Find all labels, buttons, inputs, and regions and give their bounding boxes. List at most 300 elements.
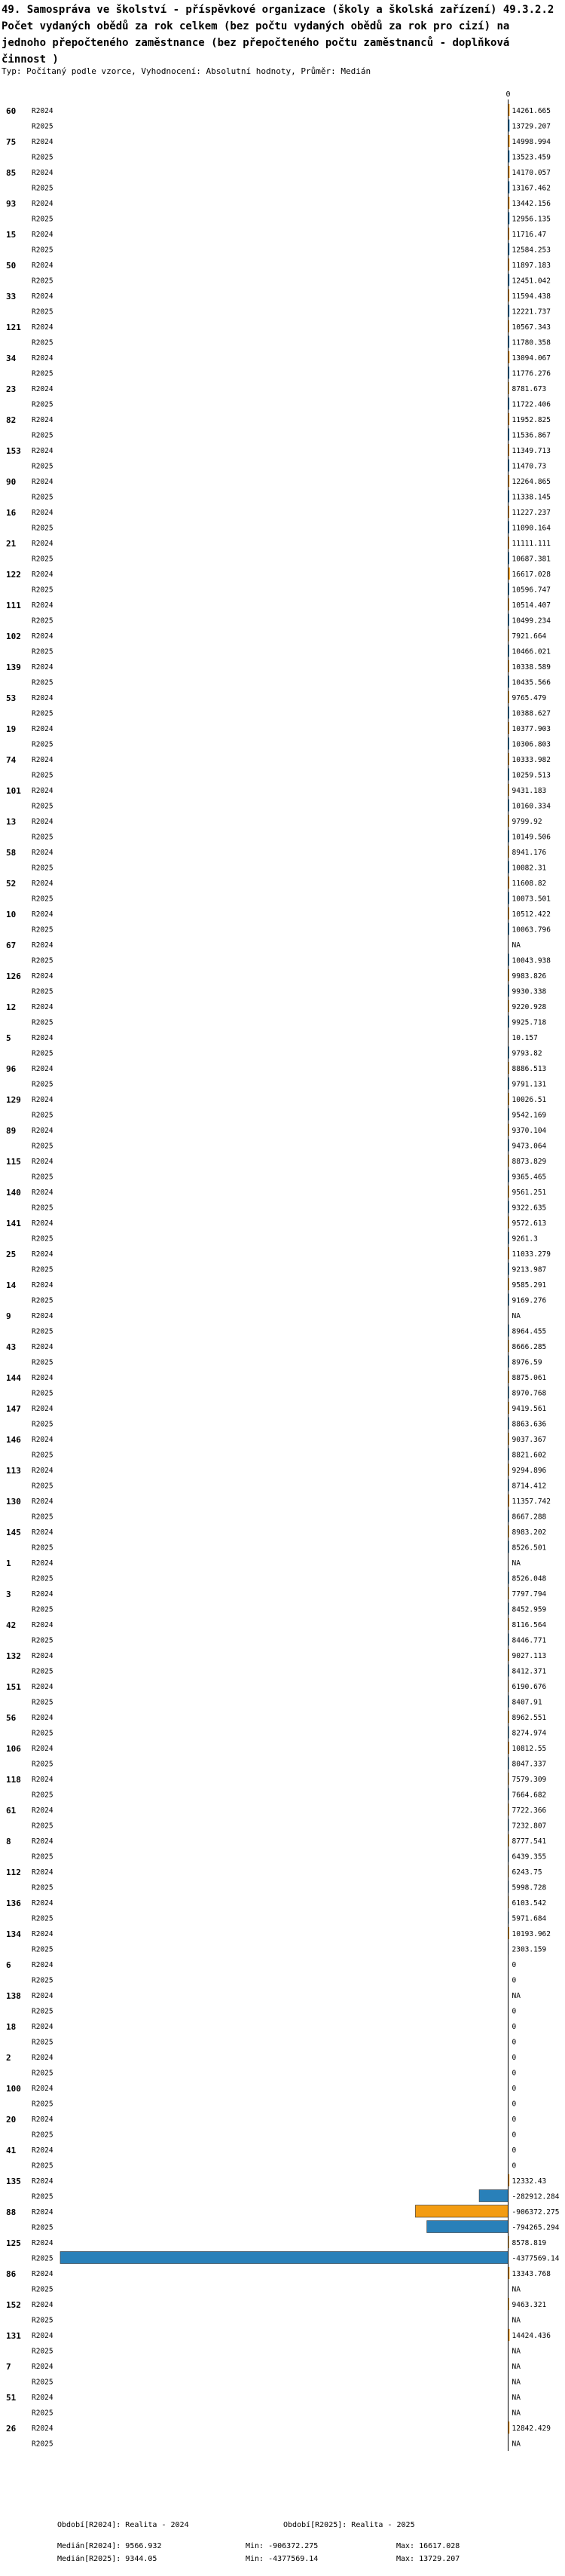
value-label-138-r2025: 0 [512, 2007, 517, 2016]
series-label-42-r2025: R2025 [32, 1636, 53, 1645]
group-label-1: 1 [6, 1559, 11, 1568]
value-label-21-r2024: 11111.111 [512, 540, 551, 548]
value-label-53-r2025: 10388.627 [512, 709, 551, 718]
series-label-20-r2024: R2024 [32, 2116, 53, 2124]
group-label-60: 60 [6, 106, 17, 116]
series-label-34-r2024: R2024 [32, 354, 53, 363]
value-label-20-r2024: 0 [512, 2116, 517, 2124]
series-label-15-r2025: R2025 [32, 246, 53, 255]
value-label-33-r2024: 11594.438 [512, 292, 551, 301]
value-label-101-r2025: 10160.334 [512, 802, 551, 811]
group-label-51: 51 [6, 2393, 17, 2403]
value-label-23-r2025: 11722.406 [512, 400, 551, 409]
value-label-125-r2024: 8578.819 [512, 2239, 547, 2247]
value-label-135-r2025: -282912.284 [512, 2192, 560, 2201]
series-label-146-r2025: R2025 [32, 1451, 53, 1460]
group-label-86: 86 [6, 2269, 17, 2279]
series-label-89-r2025: R2025 [32, 1142, 53, 1151]
series-label-140-r2024: R2024 [32, 1189, 53, 1197]
series-label-1-r2024: R2024 [32, 1559, 53, 1568]
series-label-82-r2025: R2025 [32, 431, 53, 440]
series-label-42-r2024: R2024 [32, 1621, 53, 1629]
value-label-43-r2024: 8666.285 [512, 1343, 547, 1351]
footer-min-r2025: Min: -4377569.14 [246, 2555, 319, 2563]
value-label-132-r2024: 9027.113 [512, 1652, 547, 1660]
value-label-131-r2024: 14424.436 [512, 2332, 551, 2340]
series-label-75-r2025: R2025 [32, 153, 53, 162]
series-label-3-r2025: R2025 [32, 1605, 53, 1614]
value-label-23-r2024: 8781.673 [512, 385, 547, 393]
group-label-131: 131 [6, 2331, 21, 2341]
series-label-112-r2024: R2024 [32, 1868, 53, 1877]
value-label-141-r2025: 9261.3 [512, 1234, 538, 1244]
group-label-88: 88 [6, 2207, 17, 2217]
value-label-75-r2025: 13523.459 [512, 153, 551, 162]
series-label-115-r2025: R2025 [32, 1173, 53, 1182]
series-label-58-r2025: R2025 [32, 864, 53, 873]
series-label-25-r2025: R2025 [32, 1265, 53, 1274]
series-label-74-r2024: R2024 [32, 756, 53, 764]
value-label-60-r2024: 14261.665 [512, 107, 551, 115]
value-label-51-r2024: NA [512, 2394, 521, 2402]
series-label-9-r2025: R2025 [32, 1327, 53, 1336]
value-label-42-r2025: 8446.771 [512, 1636, 547, 1645]
series-label-136-r2025: R2025 [32, 1914, 53, 1923]
value-label-139-r2024: 10338.589 [512, 663, 551, 672]
value-label-106-r2024: 10812.55 [512, 1745, 547, 1753]
value-label-82-r2025: 11536.867 [512, 431, 551, 440]
series-label-3-r2024: R2024 [32, 1590, 53, 1599]
group-label-33: 33 [6, 292, 17, 301]
series-label-147-r2024: R2024 [32, 1405, 53, 1413]
series-label-13-r2025: R2025 [32, 833, 53, 842]
series-label-101-r2025: R2025 [32, 802, 53, 811]
series-label-126-r2025: R2025 [32, 987, 53, 996]
group-label-75: 75 [6, 137, 17, 147]
series-label-144-r2025: R2025 [32, 1389, 53, 1398]
value-label-82-r2024: 11952.825 [512, 416, 551, 424]
series-label-131-r2024: R2024 [32, 2332, 53, 2340]
group-label-61: 61 [6, 1806, 17, 1816]
series-label-6-r2025: R2025 [32, 1976, 53, 1985]
value-label-50-r2024: 11897.183 [512, 262, 551, 270]
series-label-60-r2024: R2024 [32, 107, 53, 115]
bar-135-r2025 [479, 2190, 508, 2202]
series-label-16-r2024: R2024 [32, 509, 53, 517]
series-label-60-r2025: R2025 [32, 122, 53, 131]
series-label-132-r2025: R2025 [32, 1667, 53, 1676]
value-label-34-r2025: 11776.276 [512, 369, 551, 378]
value-label-16-r2025: 11090.164 [512, 524, 551, 533]
group-label-145: 145 [6, 1528, 21, 1537]
value-label-3-r2025: 8452.959 [512, 1605, 547, 1614]
value-label-50-r2025: 12451.042 [512, 277, 551, 286]
group-label-23: 23 [6, 384, 17, 394]
series-label-19-r2025: R2025 [32, 740, 53, 749]
series-label-43-r2024: R2024 [32, 1343, 53, 1351]
value-label-85-r2025: 13167.462 [512, 184, 551, 193]
value-label-122-r2024: 16617.028 [512, 571, 551, 579]
value-label-101-r2024: 9431.183 [512, 787, 547, 795]
group-label-152: 152 [6, 2300, 21, 2310]
series-label-10-r2024: R2024 [32, 910, 53, 919]
value-label-8-r2025: 6439.355 [512, 1852, 547, 1862]
group-label-139: 139 [6, 662, 21, 672]
value-label-18-r2025: 0 [512, 2038, 517, 2047]
series-label-145-r2024: R2024 [32, 1528, 53, 1537]
series-label-130-r2024: R2024 [32, 1498, 53, 1506]
value-label-56-r2024: 8962.551 [512, 1714, 547, 1722]
value-label-85-r2024: 14170.057 [512, 169, 551, 177]
value-label-10-r2024: 10512.422 [512, 910, 551, 919]
value-label-9-r2024: NA [512, 1312, 521, 1320]
series-label-56-r2025: R2025 [32, 1729, 53, 1738]
value-label-1-r2025: 8526.048 [512, 1574, 547, 1583]
series-label-96-r2024: R2024 [32, 1065, 53, 1073]
value-label-56-r2025: 8274.974 [512, 1729, 547, 1738]
value-label-130-r2024: 11357.742 [512, 1498, 551, 1506]
series-label-122-r2024: R2024 [32, 571, 53, 579]
value-label-7-r2024: NA [512, 2363, 521, 2371]
series-label-26-r2025: R2025 [32, 2440, 53, 2449]
series-label-82-r2024: R2024 [32, 416, 53, 424]
series-label-67-r2024: R2024 [32, 941, 53, 950]
value-label-141-r2024: 9572.613 [512, 1219, 547, 1228]
value-label-147-r2025: 8863.636 [512, 1420, 547, 1429]
series-label-130-r2025: R2025 [32, 1513, 53, 1522]
group-label-101: 101 [6, 786, 21, 796]
series-label-61-r2025: R2025 [32, 1822, 53, 1831]
series-label-153-r2024: R2024 [32, 447, 53, 455]
group-label-113: 113 [6, 1466, 21, 1476]
series-label-23-r2025: R2025 [32, 400, 53, 409]
value-label-89-r2025: 9473.064 [512, 1142, 547, 1151]
value-label-19-r2024: 10377.903 [512, 725, 551, 733]
series-label-41-r2025: R2025 [32, 2161, 53, 2171]
value-label-88-r2025: -794265.294 [512, 2223, 560, 2232]
value-label-144-r2025: 8970.768 [512, 1389, 547, 1398]
value-label-113-r2024: 9294.896 [512, 1467, 547, 1475]
series-label-67-r2025: R2025 [32, 956, 53, 965]
value-label-89-r2024: 9370.104 [512, 1127, 547, 1135]
series-label-135-r2024: R2024 [32, 2177, 53, 2186]
value-label-112-r2025: 5998.728 [512, 1883, 547, 1892]
value-label-90-r2024: 12264.865 [512, 478, 551, 486]
series-label-111-r2024: R2024 [32, 601, 53, 610]
value-label-74-r2025: 10259.513 [512, 771, 551, 780]
series-label-23-r2024: R2024 [32, 385, 53, 393]
axis-zero-label: 0 [505, 90, 511, 99]
group-label-53: 53 [6, 693, 17, 703]
value-label-13-r2025: 10149.506 [512, 833, 551, 842]
value-label-2-r2024: 0 [512, 2054, 517, 2062]
series-label-85-r2024: R2024 [32, 169, 53, 177]
value-label-153-r2024: 11349.713 [512, 447, 551, 455]
series-label-141-r2025: R2025 [32, 1234, 53, 1244]
value-label-129-r2025: 9542.169 [512, 1111, 547, 1120]
bar-88-r2024 [415, 2205, 508, 2217]
value-label-1-r2024: NA [512, 1559, 521, 1568]
group-label-121: 121 [6, 323, 21, 332]
group-label-126: 126 [6, 971, 21, 981]
group-label-115: 115 [6, 1157, 21, 1167]
series-label-138-r2024: R2024 [32, 1992, 53, 2000]
value-label-7-r2025: NA [512, 2378, 521, 2387]
series-label-19-r2024: R2024 [32, 725, 53, 733]
series-label-7-r2025: R2025 [32, 2378, 53, 2387]
series-label-51-r2025: R2025 [32, 2409, 53, 2418]
bar-125-r2025 [60, 2252, 508, 2264]
series-label-41-r2024: R2024 [32, 2146, 53, 2155]
value-label-13-r2024: 9799.92 [512, 818, 542, 826]
series-label-88-r2024: R2024 [32, 2208, 53, 2217]
series-label-111-r2025: R2025 [32, 616, 53, 626]
series-label-112-r2025: R2025 [32, 1883, 53, 1892]
group-label-12: 12 [6, 1002, 17, 1012]
value-label-134-r2025: 2303.159 [512, 1945, 547, 1954]
series-label-58-r2024: R2024 [32, 849, 53, 857]
group-label-5: 5 [6, 1033, 11, 1043]
series-label-50-r2024: R2024 [32, 262, 53, 270]
series-label-5-r2025: R2025 [32, 1049, 53, 1058]
group-label-56: 56 [6, 1713, 17, 1723]
series-label-43-r2025: R2025 [32, 1358, 53, 1367]
series-label-139-r2024: R2024 [32, 663, 53, 672]
value-label-125-r2025: -4377569.14 [512, 2254, 560, 2263]
series-label-16-r2025: R2025 [32, 524, 53, 533]
value-label-88-r2024: -906372.275 [512, 2208, 560, 2217]
series-label-56-r2024: R2024 [32, 1714, 53, 1722]
bar-88-r2025 [427, 2221, 508, 2233]
series-label-53-r2024: R2024 [32, 694, 53, 702]
value-label-14-r2025: 9169.276 [512, 1296, 547, 1305]
series-label-85-r2025: R2025 [32, 184, 53, 193]
series-label-140-r2025: R2025 [32, 1204, 53, 1213]
series-label-8-r2024: R2024 [32, 1837, 53, 1846]
value-label-126-r2025: 9930.338 [512, 987, 547, 996]
series-label-93-r2025: R2025 [32, 215, 53, 224]
series-label-50-r2025: R2025 [32, 277, 53, 286]
group-label-42: 42 [6, 1620, 17, 1630]
value-label-146-r2024: 9037.367 [512, 1436, 547, 1444]
footer-max-r2024: Max: 16617.028 [396, 2542, 460, 2550]
series-label-14-r2024: R2024 [32, 1281, 53, 1290]
series-label-126-r2024: R2024 [32, 972, 53, 981]
series-label-75-r2024: R2024 [32, 138, 53, 146]
value-label-115-r2025: 9365.465 [512, 1173, 547, 1182]
series-label-125-r2025: R2025 [32, 2254, 53, 2263]
series-label-21-r2024: R2024 [32, 540, 53, 548]
group-label-74: 74 [6, 755, 17, 765]
footer-period-r2025: Období[R2025]: Realita - 2025 [283, 2521, 415, 2529]
value-label-12-r2024: 9220.928 [512, 1003, 547, 1011]
value-label-138-r2024: NA [512, 1992, 521, 2000]
series-label-134-r2025: R2025 [32, 1945, 53, 1954]
series-label-9-r2024: R2024 [32, 1312, 53, 1320]
group-label-20: 20 [6, 2115, 17, 2125]
series-label-118-r2024: R2024 [32, 1776, 53, 1784]
value-label-5-r2025: 9793.82 [512, 1049, 542, 1058]
series-label-6-r2024: R2024 [32, 1961, 53, 1969]
group-label-125: 125 [6, 2238, 21, 2248]
group-label-89: 89 [6, 1126, 17, 1136]
value-label-151-r2024: 6190.676 [512, 1683, 547, 1691]
value-label-58-r2025: 10082.31 [512, 864, 547, 873]
group-label-52: 52 [6, 879, 17, 889]
series-label-18-r2025: R2025 [32, 2038, 53, 2047]
series-label-106-r2024: R2024 [32, 1745, 53, 1753]
value-label-122-r2025: 10596.747 [512, 586, 551, 595]
group-label-21: 21 [6, 539, 17, 549]
footer-min-r2024: Min: -906372.275 [246, 2542, 319, 2550]
group-label-13: 13 [6, 817, 17, 827]
value-label-152-r2025: NA [512, 2316, 521, 2325]
series-label-131-r2025: R2025 [32, 2347, 53, 2356]
value-label-139-r2025: 10435.566 [512, 678, 551, 687]
group-label-90: 90 [6, 477, 17, 487]
value-label-15-r2025: 12584.253 [512, 246, 551, 255]
value-label-118-r2024: 7579.309 [512, 1776, 547, 1784]
series-label-34-r2025: R2025 [32, 369, 53, 378]
value-label-121-r2024: 10567.343 [512, 323, 551, 332]
group-label-112: 112 [6, 1868, 21, 1877]
value-label-61-r2025: 7232.807 [512, 1822, 547, 1831]
value-label-86-r2025: NA [512, 2285, 521, 2294]
value-label-113-r2025: 8714.412 [512, 1482, 547, 1491]
value-label-144-r2024: 8875.061 [512, 1374, 547, 1382]
value-label-2-r2025: 0 [512, 2069, 517, 2078]
value-label-152-r2024: 9463.321 [512, 2301, 547, 2309]
series-label-20-r2025: R2025 [32, 2131, 53, 2140]
series-label-25-r2024: R2024 [32, 1250, 53, 1259]
series-label-53-r2025: R2025 [32, 709, 53, 718]
group-label-43: 43 [6, 1342, 17, 1352]
series-label-121-r2024: R2024 [32, 323, 53, 332]
value-label-9-r2025: 8964.455 [512, 1327, 547, 1336]
series-label-90-r2024: R2024 [32, 478, 53, 486]
group-label-67: 67 [6, 941, 17, 950]
value-label-25-r2025: 9213.987 [512, 1265, 547, 1274]
series-label-12-r2024: R2024 [32, 1003, 53, 1011]
group-label-19: 19 [6, 724, 17, 734]
group-label-136: 136 [6, 1898, 21, 1908]
group-label-153: 153 [6, 446, 21, 456]
series-label-136-r2024: R2024 [32, 1899, 53, 1908]
series-label-139-r2025: R2025 [32, 678, 53, 687]
series-label-96-r2025: R2025 [32, 1080, 53, 1089]
group-label-58: 58 [6, 848, 17, 858]
footer-median-r2024: Medián[R2024]: 9566.932 [57, 2542, 162, 2550]
series-label-52-r2024: R2024 [32, 880, 53, 888]
value-label-52-r2024: 11608.82 [512, 880, 547, 888]
value-label-129-r2024: 10026.51 [512, 1096, 547, 1104]
value-label-43-r2025: 8976.59 [512, 1358, 542, 1367]
series-label-144-r2024: R2024 [32, 1374, 53, 1382]
value-label-145-r2024: 8983.202 [512, 1528, 547, 1537]
value-label-67-r2024: NA [512, 941, 521, 950]
series-label-93-r2024: R2024 [32, 200, 53, 208]
value-label-106-r2025: 8047.337 [512, 1760, 547, 1769]
value-label-153-r2025: 11470.73 [512, 462, 547, 471]
group-label-144: 144 [6, 1373, 21, 1383]
footer-max-r2025: Max: 13729.207 [396, 2555, 460, 2563]
group-label-41: 41 [6, 2146, 17, 2155]
series-label-122-r2025: R2025 [32, 586, 53, 595]
value-label-93-r2025: 12956.135 [512, 215, 551, 224]
value-label-135-r2024: 12332.43 [512, 2177, 547, 2186]
series-label-146-r2024: R2024 [32, 1436, 53, 1444]
chart-title: 49. Samospráva ve školství - příspěvkové organizace (školy a školská zařízení) 49.3.2.2 Počet vydaných obědů za rok celkem (bez počtu vydaných obědů za rok pro cizí) na jednoho přepočteného zaměstnance (bez přepočteného počtu zaměstnanců - doplňková činnost ) [2, 4, 560, 66]
series-label-74-r2025: R2025 [32, 771, 53, 780]
footer-median-r2025: Medián[R2025]: 9344.05 [57, 2555, 157, 2563]
value-label-136-r2024: 6103.542 [512, 1899, 547, 1908]
series-label-141-r2024: R2024 [32, 1219, 53, 1228]
value-label-151-r2025: 8407.91 [512, 1698, 542, 1707]
value-label-6-r2025: 0 [512, 1976, 517, 1985]
series-label-138-r2025: R2025 [32, 2007, 53, 2016]
series-label-2-r2024: R2024 [32, 2054, 53, 2062]
group-label-122: 122 [6, 570, 21, 580]
chart-subtitle: Typ: Počítaný podle vzorce, Vyhodnocení: Absolutní hodnoty, Průměr: Medián [2, 66, 371, 76]
series-label-26-r2024: R2024 [32, 2425, 53, 2433]
value-label-146-r2025: 8821.602 [512, 1451, 547, 1460]
value-label-118-r2025: 7664.682 [512, 1791, 547, 1800]
value-label-61-r2024: 7722.366 [512, 1807, 547, 1815]
value-label-130-r2025: 8667.288 [512, 1513, 547, 1522]
value-label-67-r2025: 10043.938 [512, 956, 551, 965]
value-label-26-r2024: 12842.429 [512, 2425, 551, 2433]
value-label-131-r2025: NA [512, 2347, 521, 2356]
group-label-147: 147 [6, 1404, 21, 1414]
group-label-130: 130 [6, 1497, 21, 1507]
series-label-2-r2025: R2025 [32, 2069, 53, 2078]
value-label-3-r2024: 7797.794 [512, 1590, 547, 1599]
series-label-1-r2025: R2025 [32, 1574, 53, 1583]
series-label-152-r2024: R2024 [32, 2301, 53, 2309]
series-label-21-r2025: R2025 [32, 555, 53, 564]
group-label-93: 93 [6, 199, 17, 209]
value-label-75-r2024: 14998.994 [512, 138, 551, 146]
group-label-111: 111 [6, 601, 21, 610]
series-label-7-r2024: R2024 [32, 2363, 53, 2371]
value-label-102-r2025: 10466.021 [512, 647, 551, 656]
value-label-14-r2024: 9585.291 [512, 1281, 547, 1290]
value-label-16-r2024: 11227.237 [512, 509, 551, 517]
value-label-33-r2025: 12221.737 [512, 307, 551, 317]
series-label-134-r2024: R2024 [32, 1930, 53, 1938]
value-label-21-r2025: 10687.381 [512, 555, 551, 564]
value-label-15-r2024: 11716.47 [512, 231, 547, 239]
group-label-141: 141 [6, 1219, 21, 1228]
value-label-112-r2024: 6243.75 [512, 1868, 542, 1877]
value-label-111-r2024: 10514.407 [512, 601, 551, 610]
value-label-136-r2025: 5971.684 [512, 1914, 547, 1923]
value-label-5-r2024: 10.157 [512, 1034, 538, 1042]
series-label-101-r2024: R2024 [32, 787, 53, 795]
series-label-102-r2025: R2025 [32, 647, 53, 656]
series-label-90-r2025: R2025 [32, 493, 53, 502]
group-label-34: 34 [6, 353, 17, 363]
group-label-146: 146 [6, 1435, 21, 1445]
value-label-58-r2024: 8941.176 [512, 849, 547, 857]
value-label-60-r2025: 13729.207 [512, 122, 551, 131]
series-label-118-r2025: R2025 [32, 1791, 53, 1800]
series-label-125-r2024: R2024 [32, 2239, 53, 2247]
value-label-121-r2025: 11780.358 [512, 338, 551, 347]
value-label-8-r2024: 8777.541 [512, 1837, 547, 1846]
series-label-13-r2024: R2024 [32, 818, 53, 826]
value-label-134-r2024: 10193.962 [512, 1930, 551, 1938]
